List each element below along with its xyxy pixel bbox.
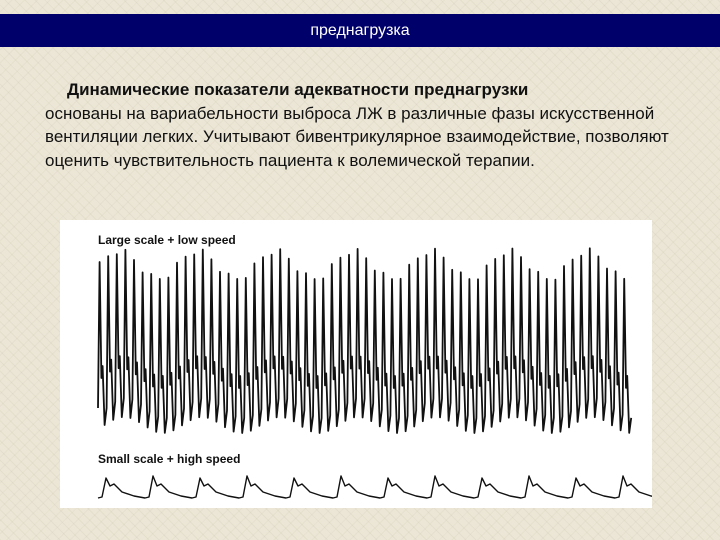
slide-title-bar xyxy=(0,14,720,47)
large-scale-waveform xyxy=(98,248,631,433)
lead-bold-text: Динамические показатели адекватности преднагрузки xyxy=(67,80,529,99)
bottom-trace-label: Small scale + high speed xyxy=(98,452,241,466)
slide-title: преднагрузка xyxy=(310,21,410,39)
waveform-figure xyxy=(60,220,652,508)
body-paragraph: основаны на вариабельности выброса ЛЖ в различные фазы искусственной вентиляции легких. Учитывают бивентрикулярное взаимодействие, позволяют оценить чувствительность пациента к волемической терапии. xyxy=(45,103,669,170)
body-text xyxy=(45,78,685,172)
small-scale-waveform xyxy=(98,476,652,498)
top-trace-label: Large scale + low speed xyxy=(98,233,236,247)
